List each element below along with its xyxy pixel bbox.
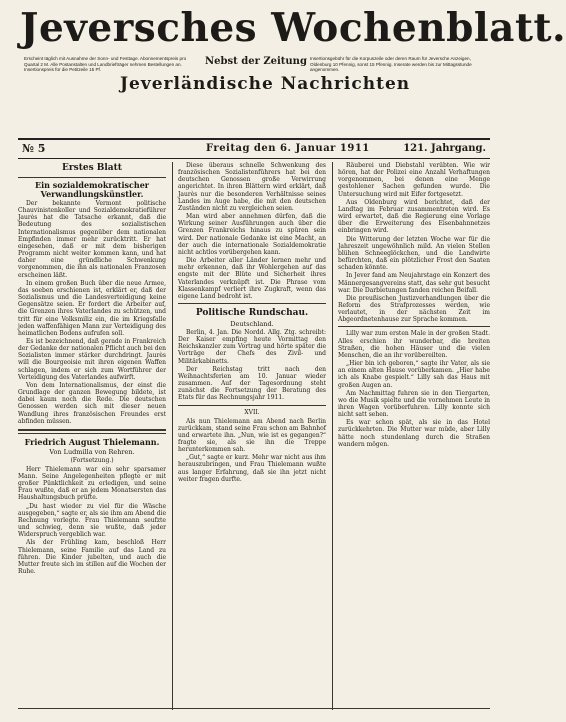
- news-paragraph: Der Reichstag tritt nach den Weihnachtsferien am 10. Januar wieder zusammen. Auf der Tagesordnung steht zunächst die Fortsetzung der Beratung des Etats für das Rechnungsjahr 1911.: [178, 365, 326, 402]
- feuilleton-paragraph: „Hier bin ich geboren,“ sagte ihr Vater, als sie an einem alten Hause vorüberkamen. „Hier habe ich als Knabe gespielt.“ Lilly sah das Haus mit großen Augen an.: [338, 360, 490, 389]
- feuilleton-paragraph: Es war schon spät, als sie in das Hotel zurückkehrten. Die Mutter war müde, aber Lilly hätte noch stundenlang durch die Straßen wandern mögen.: [338, 419, 490, 448]
- article-paragraph: Man wird aber annehmen dürfen, daß die Wirkung seiner Ausführungen auch über die Grenzen Frankreichs hinaus zu spüren sein wird. Der nationale Gedanke ist eine Macht, an der auch die internationale Sozialdemokratie nicht achtlos vorübergehen kann.: [178, 213, 326, 256]
- newspaper-title: Jeversches Wochenblatt.: [20, 5, 566, 51]
- column-3: [338, 162, 490, 708]
- article-paragraph: In einem großen Buch über die neue Armee, das soeben erschienen ist, erklärt er, daß der Sozialismus und die Landesverteidigung keine Gegensätze seien. Er fordert die Arbeiter auf, die Grenzen ihres Vaterlandes zu schützen, und tritt für eine Volksmiliz ein, die im Kriegsfalle jeden waffenfähigen Mann zur Verteidigung des heimatlichen Bodens aufrufen soll.: [18, 279, 166, 337]
- volume-year: 121. Jahrgang.: [403, 143, 486, 154]
- news-paragraph: Berlin, 4. Jan. Die Nordd. Allg. Ztg. schreibt: Der Kaiser empfing heute Vormittag den Reichskanzler zum Vortrag und hörte später die Vorträge der Chefs des Zivil- und Militärkabinetts.: [178, 328, 326, 365]
- feuilleton-paragraph: „Gut,“ sagte er kurz. Mehr war nicht aus ihm herauszubringen, und Frau Thielemann wußte aus langer Erfahrung, daß sie ihn jetzt nicht weiter fragen durfte.: [178, 454, 326, 483]
- section-heading: Politische Rundschau.: [195, 307, 309, 318]
- article-title: Ein sozialdemokratischer Verwandlungskünstler.: [34, 180, 150, 199]
- dateline: [18, 138, 490, 159]
- article-paragraph: Die Arbeiter aller Länder lernen mehr und mehr erkennen, daß ihr Wohlergehen auf das engste mit der Blüte und Sicherheit ihres Vaterlandes verknüpft ist. Die Phrase vom Klassenkampf verliert ihre Zugkraft, wenn das eigene Land bedroht ist.: [178, 257, 326, 300]
- feuilleton-paragraph: „Du hast wieder zu viel für die Wäsche ausgegeben,“ sagte er, als sie ihm am Abend die Rechnung vorlegte. Frau Thielemann seufzte und schwieg, denn sie wußte, daß jeder Widerspruch vergeblich war.: [18, 502, 166, 539]
- advertising-note: Insertionsgebühr für die Korpuszeile oder deren Raum für Jeversche Anzeigen, Oldenburg 10 Pfennig, sonst 15 Pfennig. Inserate werden bis zur Mittagsstunde angenommen.: [310, 56, 472, 73]
- masthead: [0, 0, 566, 96]
- subscription-note: Erscheint täglich mit Ausnahme der Sonn- und Festtage. Abonnementspreis pro Quartal 2 M. Alle Postanstalten und Landbriefträger nehmen Bestellungen an. Insertionspreis für die Petitzeile 15 Pf.: [24, 56, 187, 73]
- article-paragraph: Der bekannte Vermont politische Chauvinistenkoller und Sozialdemokratieführer Jaurès hat die Tatsache erkannt, daß die Bedeutung des sozialistischen Internationalismus gegenüber dem nationalen Empfinden immer mehr zurücktritt. Er hat eingesehen, daß er mit dem bisherigen Programm nicht weiter kommen kann, und hat daher eine gründliche Schwenkung vorgenommen, die ihn als nationalen Franzosen erscheinen läßt.: [18, 200, 166, 279]
- article-paragraph: Diese überaus schnelle Schwenkung des französischen Sozialistenführers hat bei den deutschen Genossen große Verwirrung angerichtet. In ihren Blättern wird erklärt, daß Jaurès nur die besonderen Verhältnisse seines Landes im Auge habe, die mit den deutschen Zuständen nicht zu vergleichen seien.: [178, 162, 326, 212]
- news-paragraph: In Jever fand am Neujahrstage ein Konzert des Männergesangvereins statt, das sehr gut besucht war. Die Darbietungen fanden reichen Beifall.: [338, 272, 490, 294]
- column-divider: [332, 162, 333, 710]
- feuilleton-note: (Fortsetzung.): [70, 456, 114, 464]
- feuilleton-paragraph: Als der Frühling kam, beschloß Herr Thielemann, seine Familie auf das Land zu führen. Die Kinder jubelten, und auch die Mutter freute sich im stillen auf die Wochen der Ruhe.: [18, 539, 166, 576]
- column-2: [178, 162, 326, 708]
- feuilleton-paragraph: Als nun Thielemann am Abend nach Berlin zurückkam, stand seine Frau schon am Bahnhof und erwartete ihn. „Nun, wie ist es gegangen?“ fragte sie, als sie ihn die Treppe herunterkommen sah.: [178, 417, 326, 454]
- feuilleton-title: Friedrich August Thielemann.: [24, 436, 160, 447]
- issue-number: № 5: [22, 142, 46, 155]
- feuilleton-byline: Von Ludmilla von Rehren.: [49, 447, 135, 456]
- article-paragraph: Von dem Internationalismus, der einst die Grundlage der ganzen Bewegung bildete, ist dabei kaum noch die Rede. Die deutschen Genossen werden sich mit dieser neuen Wandlung ihres französischen Freundes erst abfinden müssen.: [18, 381, 166, 425]
- page-bottom-rule: [18, 708, 490, 709]
- article-paragraph: Es ist bezeichnend, daß gerade in Frankreich der Gedanke der nationalen Pflicht auch bei den Sozialisten immer stärker durchdringt. Jaurès will die Bourgeoisie mit ihren eigenen Waffen schlagen, indem er sich zum Wortführer der Verteidigung des Vaterlandes aufwirft.: [18, 337, 166, 381]
- column-1: [18, 162, 166, 708]
- news-paragraph: Die Witterung der letzten Woche war für die Jahreszeit ungewöhnlich mild. An vielen Stellen blühen Schneeglöckchen, und die Landwirte befürchten, daß ein plötzlicher Frost den Saaten schaden könnte.: [338, 235, 490, 272]
- issue-date: Freitag den 6. Januar 1911: [206, 143, 370, 154]
- section-heading: Erstes Blatt: [62, 163, 122, 173]
- feuilleton-part: XVII.: [244, 408, 260, 416]
- feuilleton-paragraph: Herr Thielemann war ein sehr sparsamer Mann. Seine Angelegenheiten pflegte er mit großer Pünktlichkeit zu erledigen, und seine Frau wußte, daß er an jedem Monatsersten das Haushaltungsbuch prüfte.: [18, 465, 166, 502]
- supplement-note: Nebst der Zeitung: [205, 56, 307, 67]
- subsection-heading: Deutschland.: [230, 319, 274, 328]
- feuilleton-paragraph: Am Nachmittag fuhren sie in den Tiergarten, wo die Musik spielte und die vornehmen Leute in ihren Wagen vorüberfuhren. Lilly konnte sich nicht satt sehen.: [338, 389, 490, 419]
- news-paragraph: Räuberei und Diebstahl verübten. Wie wir hören, hat der Polizei eine Anzahl Verhaftungen vorgenommen, bei denen eine Menge gestohlener Sachen gefunden wurde. Die Untersuchung wird mit Eifer fortgesetzt.: [338, 162, 490, 198]
- news-paragraph: Die preußischen Justizverhandlungen über die Reform des Strafprozesses werden, wie verlautet, in der nächsten Zeit im Abgeordnetenhause zur Sprache kommen.: [338, 294, 490, 324]
- feuilleton-paragraph: Lilly war zum ersten Male in der großen Stadt. Alles erschien ihr wunderbar, die breiten Straßen, die hohen Häuser und die vielen Menschen, die an ihr vorübereilten.: [338, 330, 490, 359]
- news-paragraph: Aus Oldenburg wird berichtet, daß der Landtag im Februar zusammentreten wird. Es wird erwartet, daß die Regierung eine Vorlage über die Erweiterung des Eisenbahnnetzes einbringen wird.: [338, 198, 490, 235]
- newspaper-subtitle: Jeverländische Nachrichten: [120, 74, 411, 94]
- column-divider: [172, 162, 173, 710]
